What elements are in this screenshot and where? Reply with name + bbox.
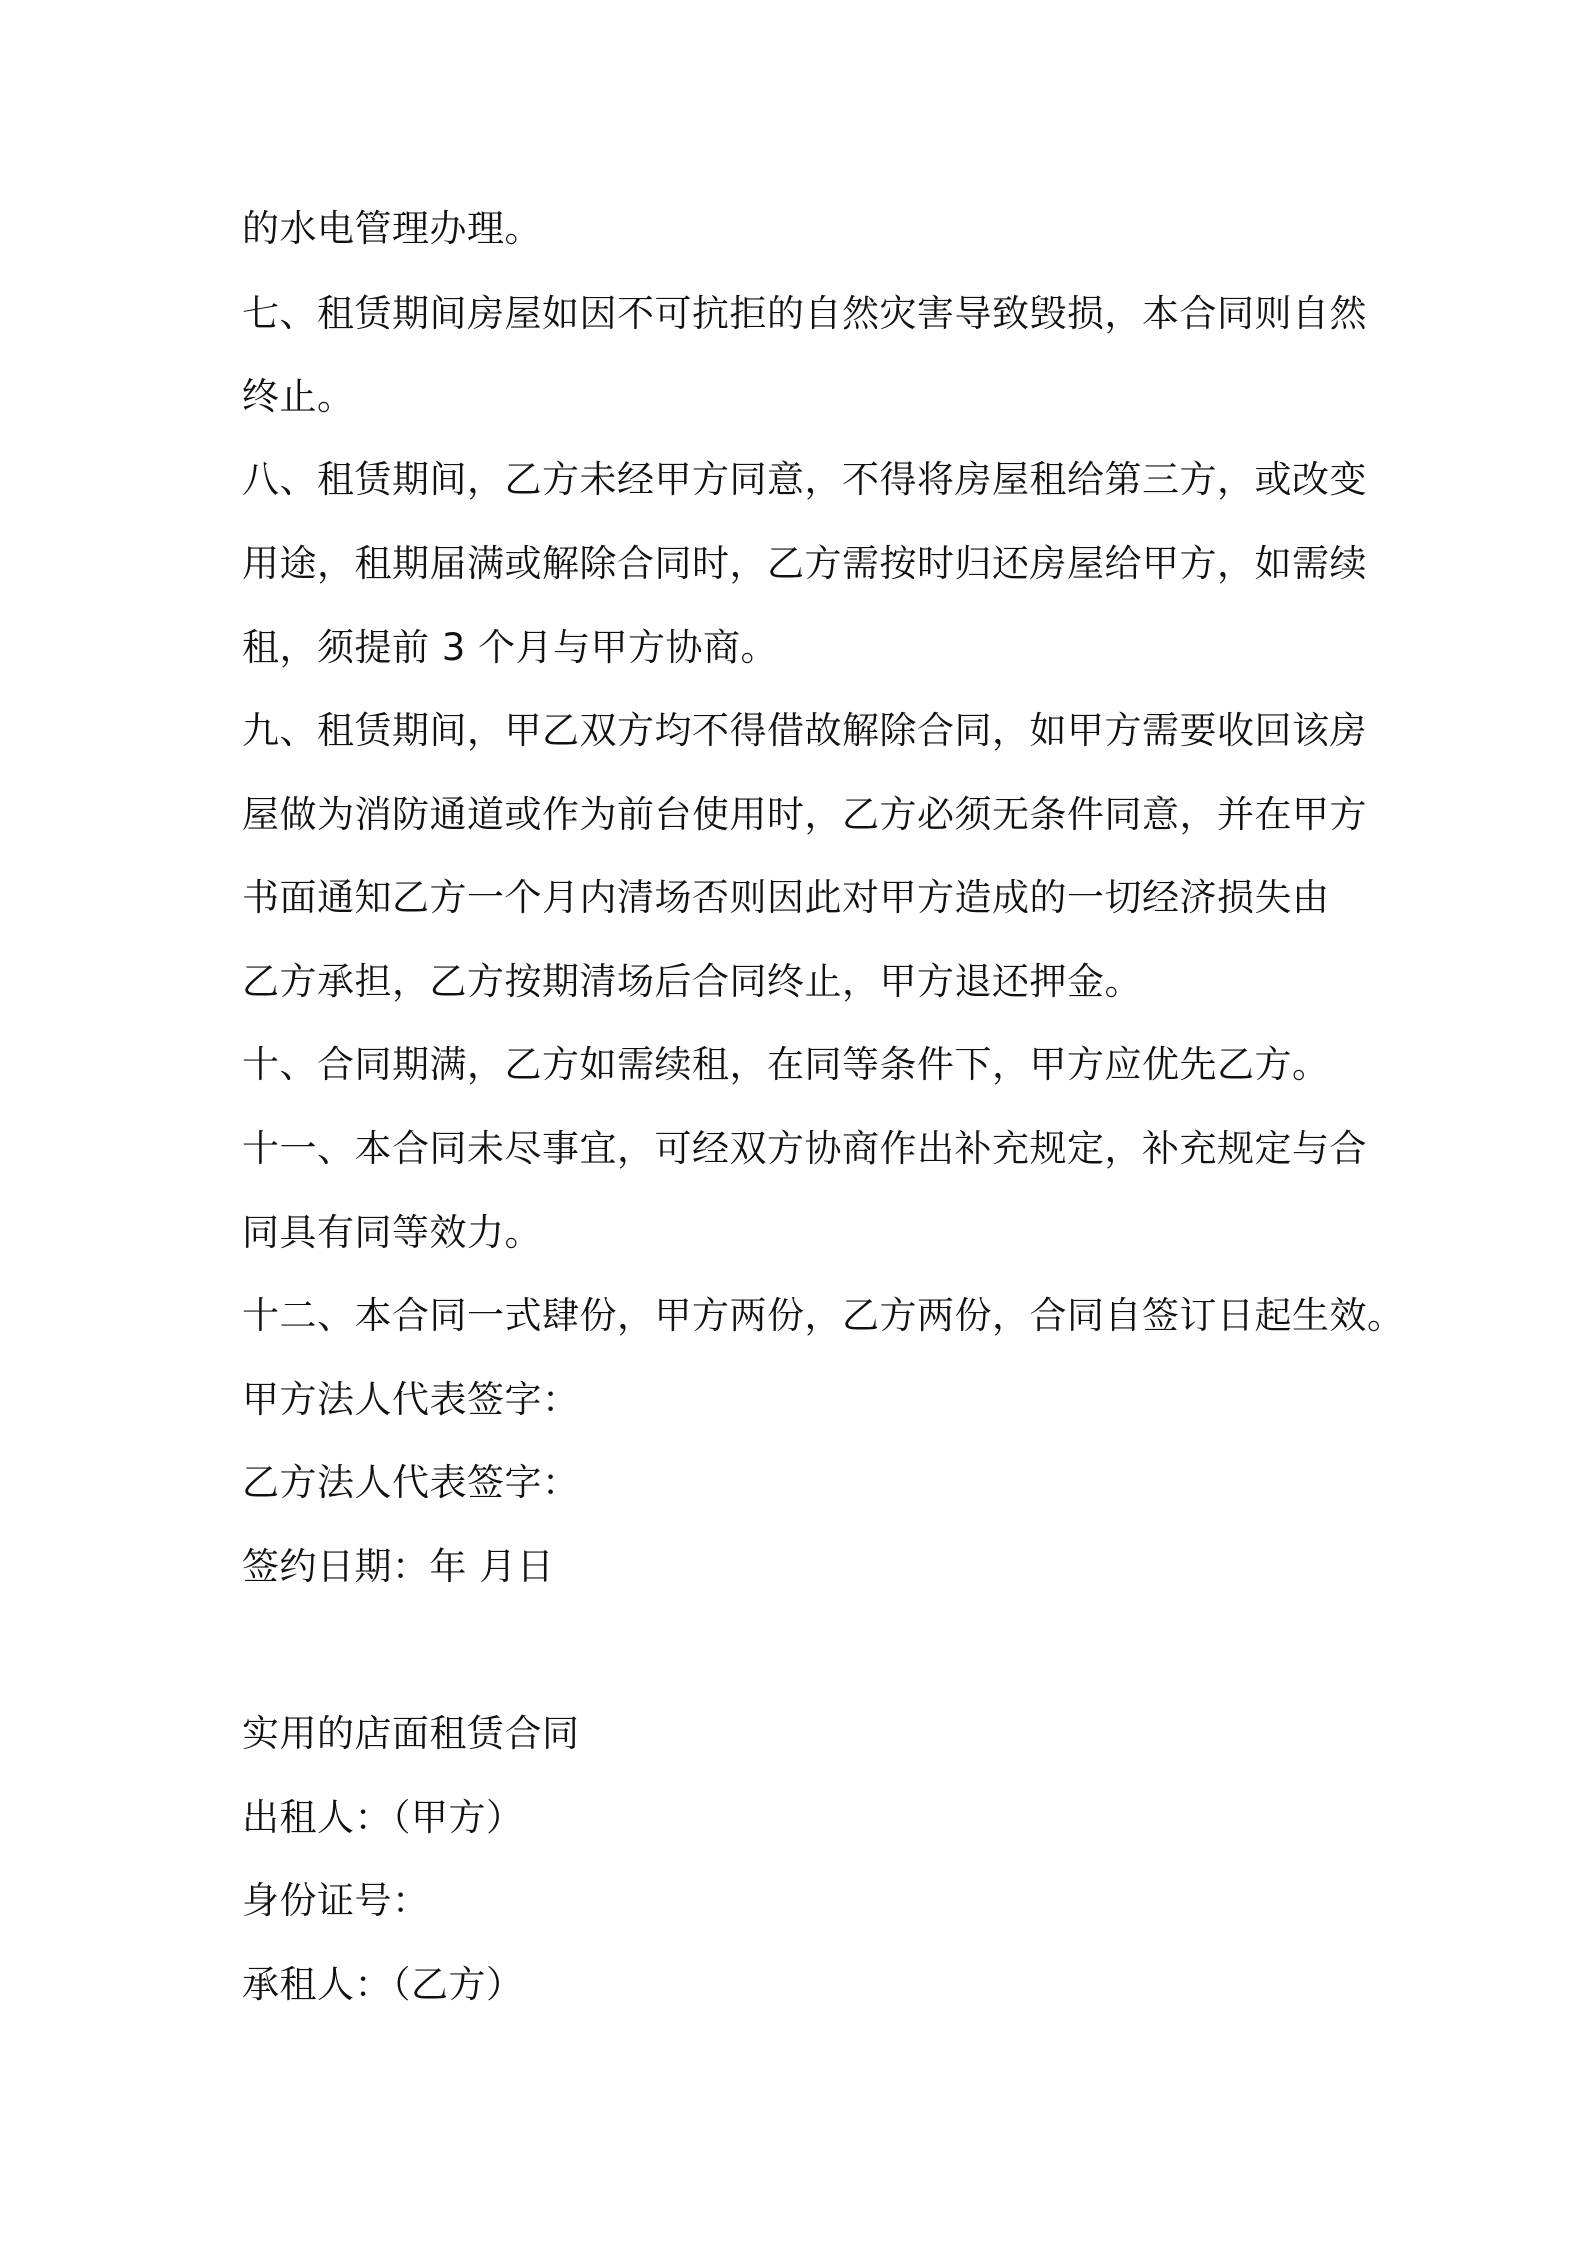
lessor-line: 出租人：（甲方） xyxy=(242,1796,524,1839)
clause-8-line-3: 租，须提前 3 个月与甲方协商。 xyxy=(242,626,779,669)
clause-11-line-2: 同具有同等效力。 xyxy=(242,1211,542,1254)
clause-9-line-4: 乙方承担，乙方按期清场后合同终止，甲方退还押金。 xyxy=(242,960,1142,1003)
clause-9-line-2: 屋做为消防通道或作为前台使用时，乙方必须无条件同意，并在甲方 xyxy=(242,793,1367,836)
clause-7-line-2: 终止。 xyxy=(242,375,355,418)
clause-10-line-1: 十、合同期满，乙方如需续租，在同等条件下，甲方应优先乙方。 xyxy=(242,1043,1330,1086)
clause-9-line-3: 书面通知乙方一个月内清场否则因此对甲方造成的一切经济损失由 xyxy=(242,876,1330,919)
clause-12-line-1: 十二、本合同一式肆份，甲方两份，乙方两份，合同自签订日起生效。 xyxy=(242,1294,1405,1337)
clause-11-line-1: 十一、本合同未尽事宜，可经双方协商作出补充规定，补充规定与合 xyxy=(242,1127,1367,1170)
text-line: 的水电管理办理。 xyxy=(242,207,542,250)
clause-7-line-1: 七、租赁期间房屋如因不可抗拒的自然灾害导致毁损，本合同则自然 xyxy=(242,292,1367,335)
party-b-signature-line: 乙方法人代表签字： xyxy=(242,1461,580,1504)
section-title: 实用的店面租赁合同 xyxy=(242,1712,580,1755)
id-number-line: 身份证号： xyxy=(242,1879,430,1922)
clause-9-line-1: 九、租赁期间，甲乙双方均不得借故解除合同，如甲方需要收回该房 xyxy=(242,709,1367,752)
party-a-signature-line: 甲方法人代表签字： xyxy=(242,1378,580,1421)
clause-8-line-1: 八、租赁期间，乙方未经甲方同意，不得将房屋租给第三方，或改变 xyxy=(242,458,1367,501)
lessee-line: 承租人：（乙方） xyxy=(242,1963,524,2006)
clause-8-line-2: 用途，租期届满或解除合同时，乙方需按时归还房屋给甲方，如需续 xyxy=(242,542,1367,585)
signing-date-line: 签约日期：年 月日 xyxy=(242,1545,555,1588)
